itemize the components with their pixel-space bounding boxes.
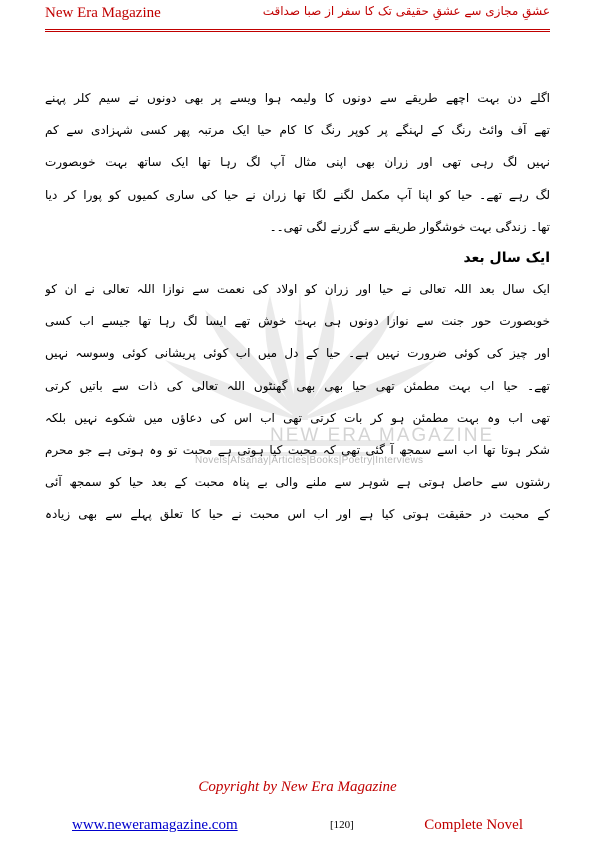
- watermark-tagline: Novels|Afsanay|Articles|Books|Poetry|Interviews: [195, 455, 424, 466]
- header-rule: [45, 29, 550, 32]
- page-footer: [72, 817, 523, 835]
- text-line: اور چیز کی کوئی ضرورت نہیں ہے۔ حیا کے دل میں اب کوئی پریشانی کوئی وسوسہ نہیں: [45, 346, 550, 361]
- text-line: ایک سال بعد اللہ تعالی نے حیا اور زران کو اولاد کی نعمت سے نوازا اللہ تعالی نے ان کو: [45, 282, 550, 297]
- text-line: تھے آف وائٹ رنگ کے لہنگے پر کوپر رنگ کا کام حیا ایک مرتبہ پھر کسی شہزادی سے کم: [45, 123, 550, 138]
- text-line: لگ رہے تھے۔ حیا کو اپنا آپ مکمل لگنے لگا تھا زران نے حیا کی ساری کمیوں کو پورا کر دیا: [45, 187, 550, 202]
- text-line: تھا۔ زندگی بہت خوشگوار طریقے سے گزرنے لگی تھی۔۔: [269, 219, 550, 234]
- copyright-notice: Copyright by New Era Magazine: [198, 779, 397, 795]
- website-link[interactable]: www.neweramagazine.com: [72, 817, 238, 833]
- text-line: اگلے دن بہت اچھے طریقے سے دونوں کا ولیمہ ہوا ویسے پر بھی دونوں نے سیم کلر پہنے: [45, 91, 550, 105]
- novel-title: عشقِ مجازی سے عشقِ حقیقی تک کا سفر از صبا صداقت: [262, 4, 550, 18]
- paragraph-2: [45, 273, 550, 531]
- text-line: کے محبت در حقیقت ہوتی کیا ہے اور اب اس محبت نے حیا کا تعلق پہلے سے بھی زیادہ: [45, 507, 550, 522]
- text-line: تھے۔ حیا اب بہت مطمئن تھی حیا بھی بھی گھنٹوں اللہ تعالی کی ذات سے باتیں کرتی: [45, 378, 550, 393]
- page-content: [45, 82, 550, 531]
- text-line: نہیں لگ رہی تھی اور زران بھی اپنی مثال آپ لگ رہا تھا ایک ساتھ بہت خوبصورت: [45, 155, 550, 170]
- paragraph-1: [45, 82, 550, 243]
- magazine-name: New Era Magazine: [45, 5, 161, 21]
- text-line: شکر ہوتا تھا اب اسے سمجھ آ گئی تھی کہ محبت کیا ہوتی ہے محبت تو وہ ہوتی ہے جو محرم: [45, 443, 550, 458]
- text-line: رشتوں سے حاصل ہوتی ہے شوہر سے ملنے والی بے پناہ محبت کے بعد حیا کو سمجھ آئی: [45, 475, 550, 490]
- watermark-title: NEW ERA MAGAZINE: [270, 425, 495, 446]
- text-line: خوبصورت حور جنت سے نوازا دونوں ہی بہت خوش تھے ایسا لگ رہا تھا جیسے اب کسی: [45, 314, 550, 329]
- text-line: تھی اب وہ بہت مطمئن ہو کر بات کرتی تھی اب اس کی دعاؤں میں شکوے نہیں بلکہ: [45, 410, 550, 425]
- novel-label: Complete Novel: [424, 817, 523, 833]
- section-heading: ایک سال بعد: [463, 250, 550, 267]
- page-number: [120]: [330, 819, 354, 831]
- page-header: [45, 0, 550, 26]
